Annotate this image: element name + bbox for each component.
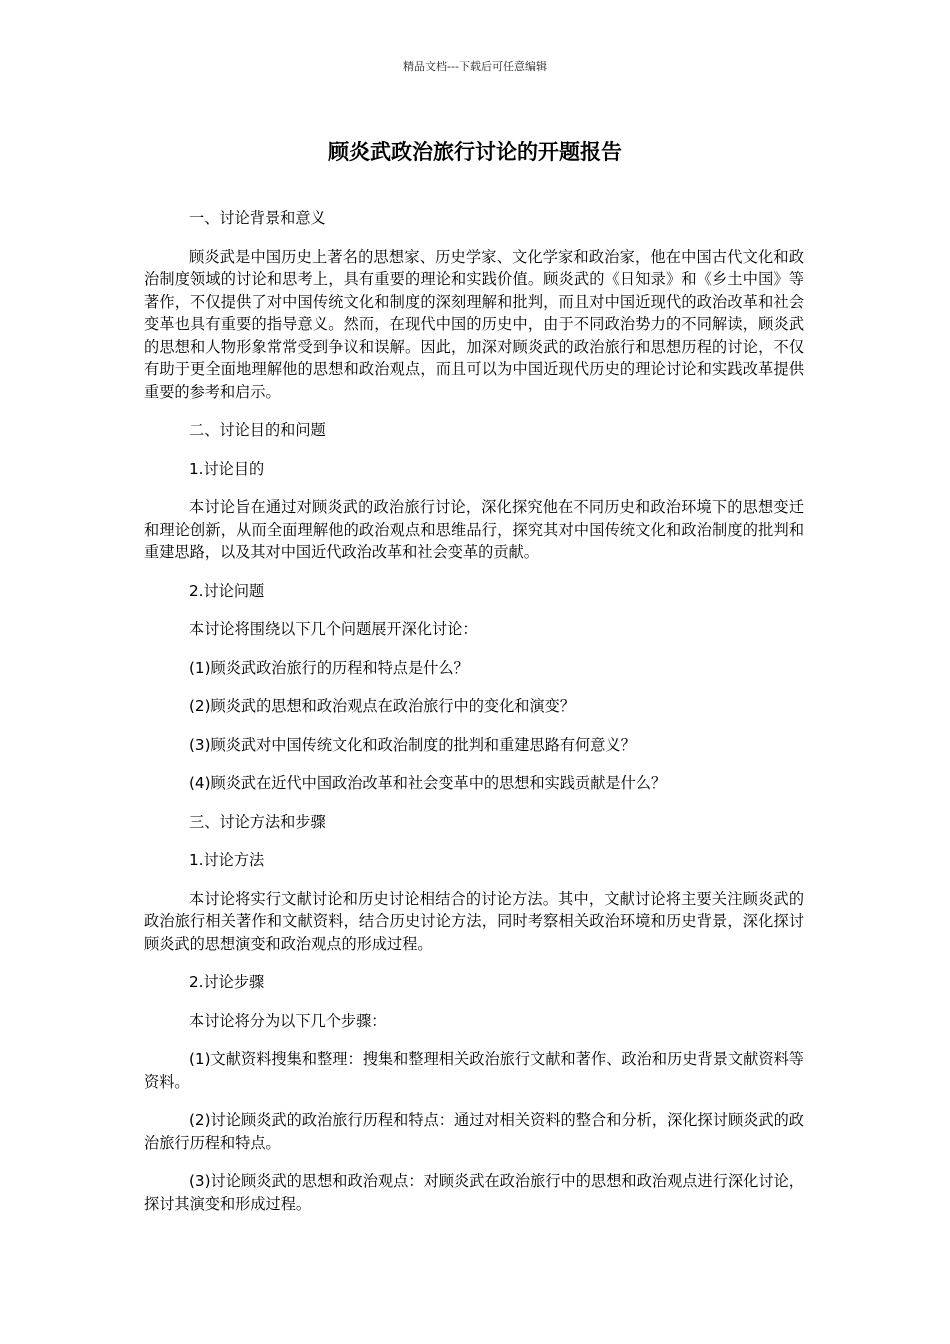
paragraph: 本讨论旨在通过对顾炎武的政治旅行讨论，深化探究他在不同历史和政治环境下的思想变迁和理论创新，从而全面理解他的政治观点和思维品行，探究其对中国传统文化和政治制度的批判和重建思路，以及其对中国近代政治改革和社会变革的贡献。 <box>144 498 804 561</box>
paragraph: 顾炎武是中国历史上著名的思想家、历史学家、文化学家和政治家，他在中国古代文化和政治制度领域的讨论和思考上，具有重要的理论和实践价值。顾炎武的《日知录》和《乡土中国》等著作，不仅提供了对中国传统文化和制度的深刻理解和批判，而且对中国近现代的政治改革和社会变革也具有重要的指导意义。然而，在现代中国的历史中，由于不同政治势力的不同解读，顾炎武的思想和人物形象常常受到争议和误解。因此，加深对顾炎武的政治旅行和思想历程的讨论，不仅有助于更全面地理解他的思想和政治观点，而且可以为中国近现代历史的理论讨论和实践改革提供重要的参考和启示。 <box>144 247 804 401</box>
subsection-heading: 1.讨论方法 <box>189 851 265 869</box>
paragraph: 本讨论将实行文献讨论和历史讨论相结合的讨论方法。其中，文献讨论将主要关注顾炎武的政治旅行相关著作和文献资料，结合历史讨论方法，同时考察相关政治环境和历史背景，深化探讨顾炎武的思想演变和政治观点的形成过程。 <box>144 889 804 953</box>
section-heading: 三、讨论方法和步骤 <box>189 812 326 831</box>
document-body <box>144 207 804 1231</box>
list-item: (1)文献资料搜集和整理：搜集和整理相关政治旅行文献和著作、政治和历史背景文献资料等资料。 <box>144 1050 804 1091</box>
list-item: (2)顾炎武的思想和政治观点在政治旅行中的变化和演变？ <box>189 697 576 715</box>
list-item: (2)讨论顾炎武的政治旅行历程和特点：通过对相关资料的整合和分析，深化探讨顾炎武的政治旅行历程和特点。 <box>144 1111 804 1152</box>
list-item: (3)顾炎武对中国传统文化和政治制度的批判和重建思路有何意义？ <box>189 735 636 754</box>
list-item: (3)讨论顾炎武的思想和政治观点：对顾炎武在政治旅行中的思想和政治观点进行深化讨论，探讨其演变和形成过程。 <box>144 1172 804 1213</box>
document-title: 顾炎武政治旅行讨论的开题报告 <box>328 140 622 164</box>
list-item: (1)顾炎武政治旅行的历程和特点是什么？ <box>189 658 469 677</box>
paragraph: 本讨论将围绕以下几个问题展开深化讨论： <box>189 620 478 638</box>
subsection-heading: 2.讨论步骤 <box>189 973 265 991</box>
paragraph: 本讨论将分为以下几个步骤： <box>189 1011 387 1030</box>
subsection-heading: 1.讨论目的 <box>189 459 265 478</box>
section-heading: 二、讨论目的和问题 <box>189 421 326 439</box>
list-item: (4)顾炎武在近代中国政治改革和社会变革中的思想和实践贡献是什么？ <box>189 774 667 792</box>
page-header: 精品文档---下载后可任意编辑 <box>403 60 547 73</box>
section-heading: 一、讨论背景和意义 <box>189 209 326 227</box>
subsection-heading: 2.讨论问题 <box>189 581 265 600</box>
